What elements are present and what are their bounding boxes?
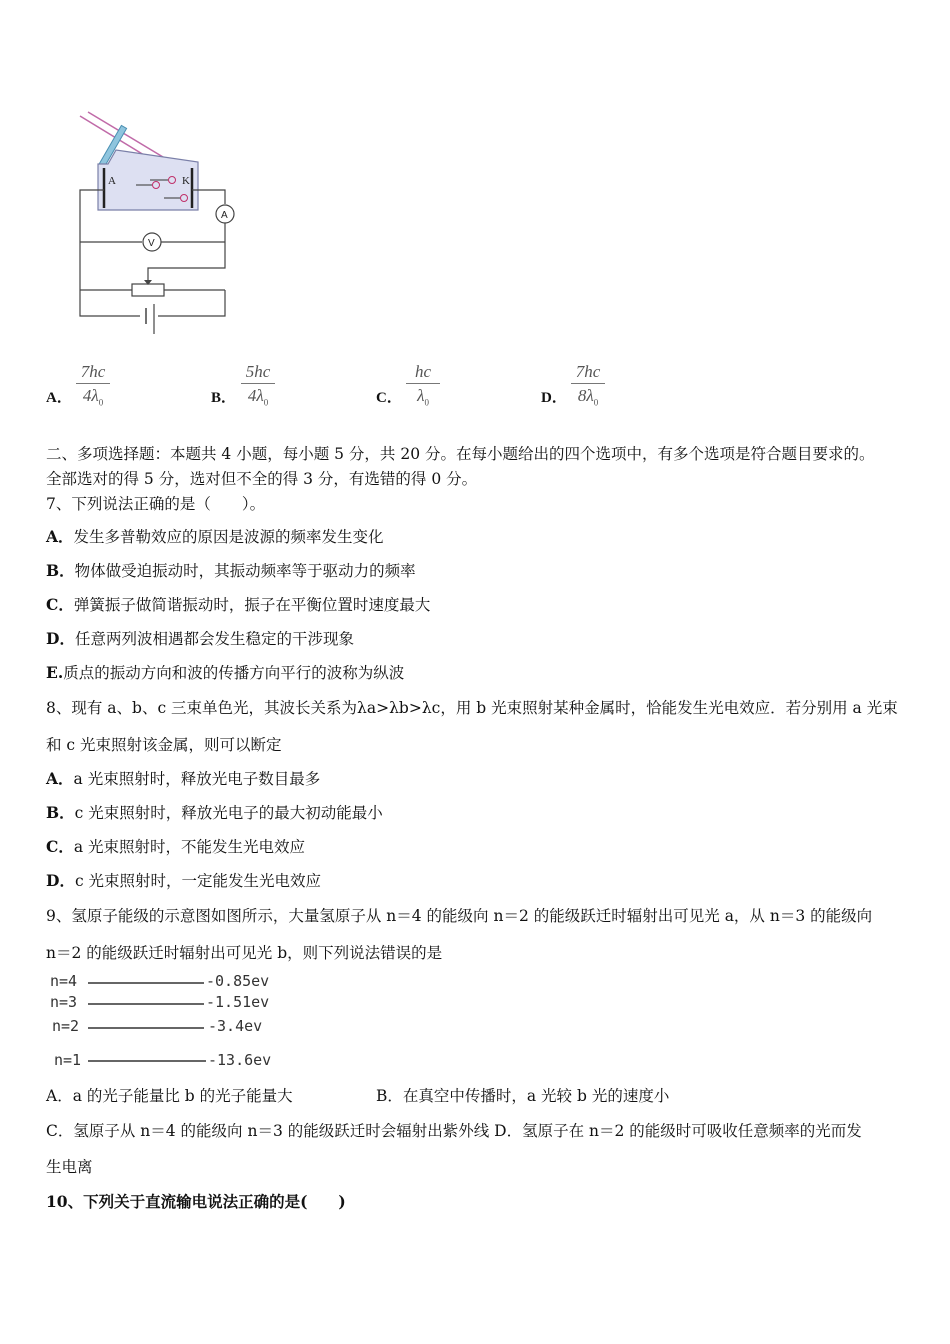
subscript: 0 [263, 397, 269, 408]
denominator: 4λ [247, 386, 264, 405]
option-label: C． [46, 837, 74, 856]
option-label: A． [46, 769, 74, 788]
voltmeter-label: V [148, 238, 155, 249]
q8-option-a[interactable] [46, 769, 320, 789]
ammeter-label: A [221, 210, 228, 221]
denominator: λ [417, 386, 425, 405]
option-label: B． [211, 390, 237, 406]
option-label: C． [376, 390, 402, 406]
q8-stem-line-2: 和 c 光束照射该金属，则可以断定 [46, 736, 282, 754]
option-label: D． [46, 629, 75, 648]
option-text: 质点的振动方向和波的传播方向平行的波称为纵波 [63, 664, 405, 682]
numerator: 7hc [80, 362, 106, 381]
q6-options [0, 362, 950, 412]
q7-option-e[interactable] [46, 663, 404, 683]
option-text: 任意两列波相遇都会发生稳定的干涉现象 [74, 630, 354, 648]
subscript: 0 [424, 397, 429, 408]
rheostat [132, 284, 164, 296]
q7-option-d[interactable] [46, 629, 354, 649]
denominator: 8λ [577, 386, 594, 405]
level-n-label: n=2 [52, 1017, 80, 1035]
fraction [76, 362, 110, 412]
q9-option-c-d[interactable]: C．氢原子从 n＝4 的能级向 n＝3 的能级跃迁时会辐射出紫外线 D．氢原子在 n＝2 的能级时可吸收任意频率的光而发 [46, 1122, 862, 1140]
option-text: 弹簧振子做简谐振动时，振子在平衡位置时速度最大 [73, 596, 431, 614]
q7-option-b[interactable] [46, 561, 416, 581]
option-label: E. [46, 663, 64, 682]
q7-option-a[interactable] [46, 527, 384, 547]
energy-level-diagram [46, 970, 306, 1075]
option-text: a 光束照射时，不能发生光电效应 [73, 838, 306, 856]
option-label: D． [46, 871, 75, 890]
option-label: B． [46, 803, 75, 822]
level-energy-label: -3.4ev [208, 1017, 263, 1035]
q9-option-b[interactable]: B．在真空中传播时，a 光较 b 光的速度小 [376, 1087, 670, 1105]
level-energy-label: -1.51ev [206, 993, 270, 1011]
option-label: D． [541, 390, 567, 406]
section-header-line-2: 全部选对的得 5 分，选对但不全的得 3 分，有选错的得 0 分。 [46, 470, 478, 488]
option-text: c 光束照射时，一定能发生光电效应 [74, 872, 322, 890]
section-header-line-1: 二、多项选择题：本题共 4 小题，每小题 5 分，共 20 分。在每小题给出的四个选项中，有多个选项是符合题目要求的。 [46, 445, 875, 463]
q10-stem: 10、下列关于直流输电说法正确的是( ) [46, 1192, 346, 1211]
subscript: 0 [593, 397, 599, 408]
level-energy-label: -0.85ev [206, 972, 270, 990]
option-label: A． [46, 390, 72, 406]
photoelectric-circuit-diagram [70, 110, 250, 340]
numerator: hc [414, 362, 432, 381]
level-n-label: n=4 [50, 972, 78, 990]
q8-stem-line-1: 8、现有 a、b、c 三束单色光，其波长关系为λa>λb>λc，用 b 光束照射某种金属时，恰能发生光电效应．若分别用 a 光束 [46, 699, 898, 717]
q9-stem-line-1: 9、氢原子能级的示意图如图所示，大量氢原子从 n＝4 的能级向 n＝2 的能级跃迁时辐射出可见光 a，从 n＝3 的能级向 [46, 907, 873, 925]
q8-option-d[interactable] [46, 871, 321, 891]
fraction [571, 362, 605, 412]
fraction [241, 362, 275, 412]
option-text: a 光束照射时，释放光电子数目最多 [73, 770, 321, 788]
q8-option-c[interactable] [46, 837, 305, 857]
q9-option-d-continued: 生电离 [46, 1158, 93, 1176]
level-n-label: n=1 [54, 1051, 82, 1069]
option-text: c 光束照射时，释放光电子的最大初动能最小 [74, 804, 383, 822]
numerator: 7hc [575, 362, 601, 381]
q7-option-c[interactable] [46, 595, 430, 615]
fraction [406, 362, 440, 412]
wire [158, 290, 225, 316]
option-text: 物体做受迫振动时，其振动频率等于驱动力的频率 [74, 562, 416, 580]
q9-stem-line-2: n＝2 的能级跃迁时辐射出可见光 b，则下列说法错误的是 [46, 944, 443, 962]
option-label: B． [46, 561, 75, 580]
option-label: A． [46, 527, 74, 546]
level-n-label: n=3 [50, 993, 78, 1011]
numerator: 5hc [245, 362, 271, 381]
cathode-label: K [182, 175, 190, 187]
anode-label: A [108, 175, 116, 187]
option-label: C． [46, 595, 74, 614]
q8-option-b[interactable] [46, 803, 383, 823]
option-text: 发生多普勒效应的原因是波源的频率发生变化 [73, 528, 384, 546]
subscript: 0 [98, 397, 104, 408]
wire [148, 223, 225, 280]
q7-stem: 7、下列说法正确的是（ ）。 [46, 495, 266, 513]
level-energy-label: -13.6ev [208, 1051, 272, 1069]
q9-option-a[interactable]: A．a 的光子能量比 b 的光子能量大 [46, 1087, 293, 1105]
denominator: 4λ [82, 386, 99, 405]
